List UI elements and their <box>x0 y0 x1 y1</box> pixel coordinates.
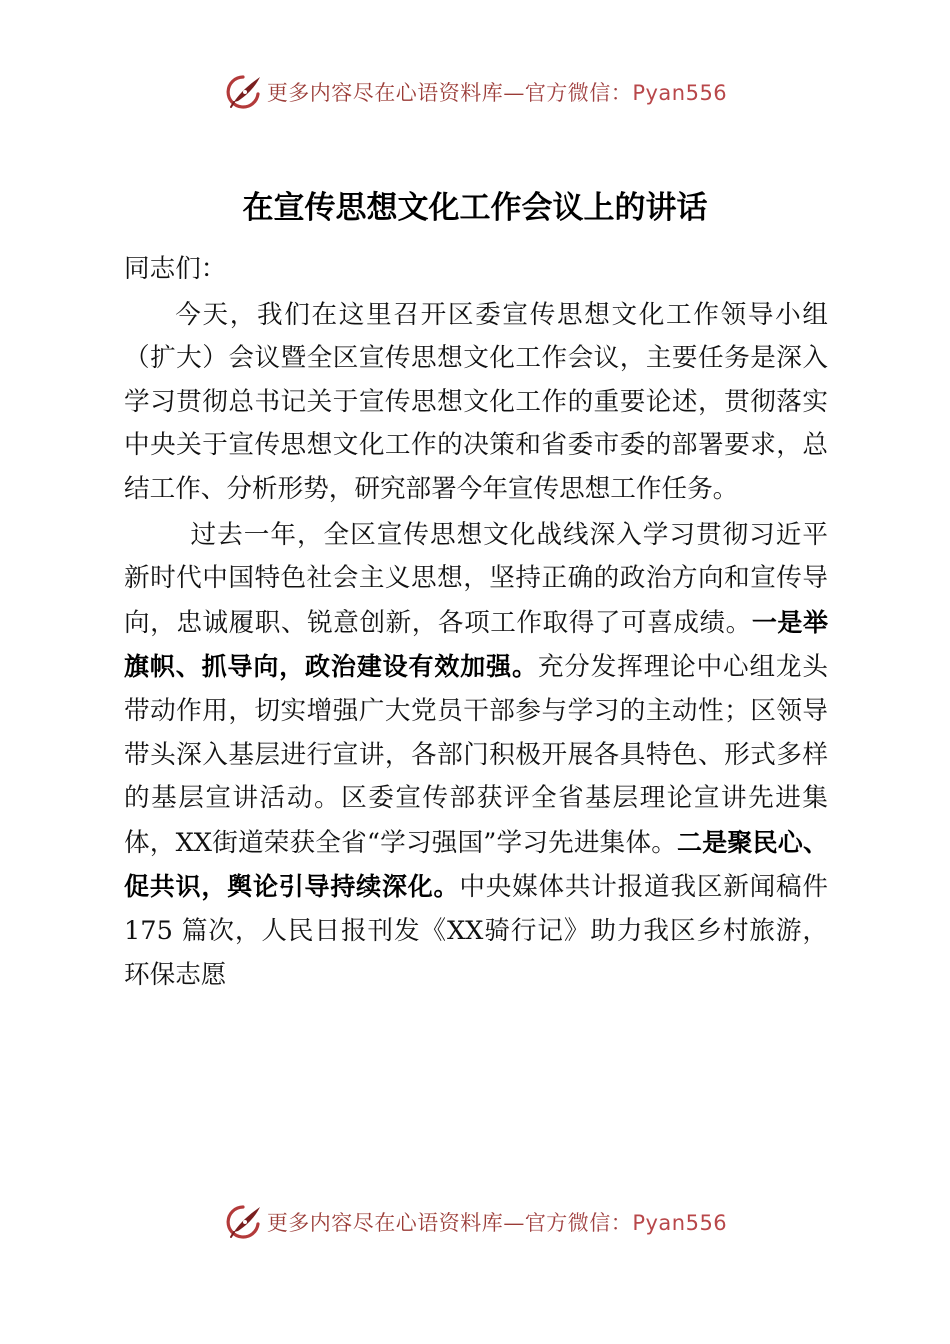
quill-pen-circle-icon <box>223 72 263 112</box>
point-2-text: 中央媒体共计报道我区新闻稿件 175 篇次，人民日报刊发《XX骑行记》助力我区乡村旅游，环保志愿 <box>124 872 828 990</box>
wechat-label: 官方微信： <box>524 1211 633 1235</box>
salutation: 同志们： <box>124 254 227 284</box>
header-banner <box>0 70 950 114</box>
banner-dash: — <box>503 1211 525 1235</box>
document-body <box>124 248 828 997</box>
library-text: 更多内容尽在心语资料库 <box>266 1211 504 1235</box>
paragraph-2 <box>124 514 828 998</box>
wechat-account: Pyan556 <box>632 81 728 105</box>
point-1-heading: 一是举旗帜、抓导向，政治建设有效加强。 <box>124 607 828 682</box>
library-text: 更多内容尽在心语资料库 <box>266 81 504 105</box>
paragraph-2-intro: 过去一年，全区宣传思想文化战线深入学习贯彻习近平新时代中国特色社会主义思想，坚持正确的政治方向和宣传导向，忠诚履职、锐意创新，各项工作取得了可喜成绩。 <box>124 519 828 638</box>
banner-dash: — <box>503 81 525 105</box>
header-banner-text <box>267 77 727 107</box>
paragraph-1: 今天，我们在这里召开区委宣传思想文化工作领导小组（扩大）会议暨全区宣传思想文化工作会议，主要任务是深入学习贯彻总书记关于宣传思想文化工作的重要论述，贯彻落实中央关于宣传思想文化工作的决策和省委市委的部署要求，总结工作、分析形势，研究部署今年宣传思想工作任务。 <box>124 299 828 504</box>
footer-banner-text <box>267 1207 727 1237</box>
point-2-heading: 二是聚民心、促共识，舆论引导持续深化。 <box>124 827 828 902</box>
point-1-text: 充分发挥理论中心组龙头带动作用，切实增强广大党员干部参与学习的主动性；区领导带头深入基层进行宣讲，各部门积极开展各具特色、形式多样的基层宣讲活动。区委宣传部获评全省基层理论宣讲先进集体，XX街道荣获全省“学习强国”学习先进集体。 <box>124 652 828 858</box>
footer-banner <box>0 1200 950 1244</box>
wechat-label: 官方微信： <box>524 81 633 105</box>
page-title: 在宣传思想文化工作会议上的讲话 <box>242 190 708 226</box>
quill-pen-circle-icon <box>223 1202 263 1242</box>
wechat-account: Pyan556 <box>632 1211 728 1235</box>
